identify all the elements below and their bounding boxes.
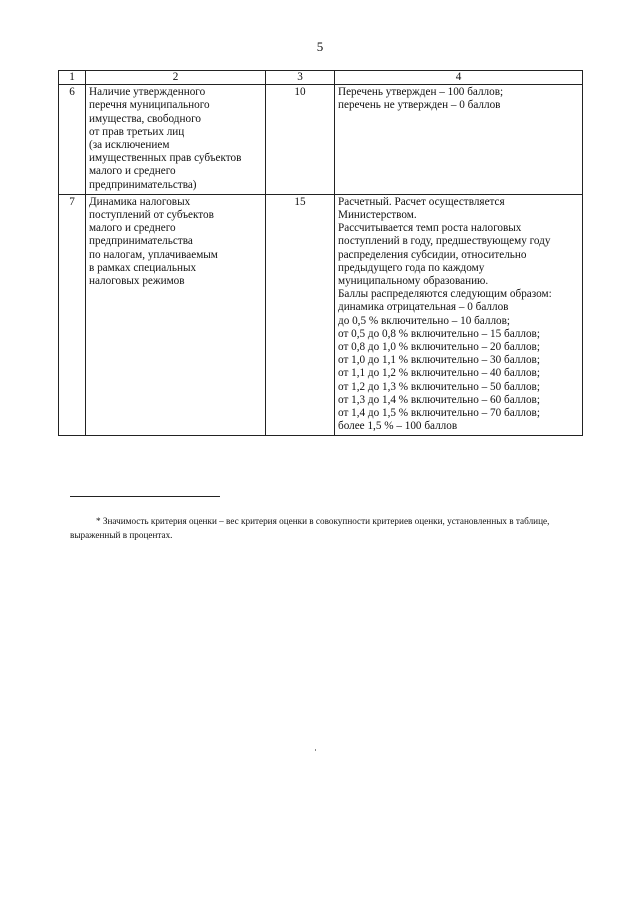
row-number: 7 <box>59 194 86 436</box>
column-header-3: 3 <box>266 71 335 85</box>
criterion-line: предпринимательства) <box>89 178 197 191</box>
footnote: * Значимость критерия оценки – вес критерия оценки в совокупности критериев оценки, установленных в таблице, выраженный в процентах. <box>70 516 550 540</box>
criterion-line: по налогам, уплачиваемым <box>89 248 218 261</box>
table-header-row <box>59 71 583 85</box>
criterion-line: имущественных прав субъектов <box>89 152 242 165</box>
scoring-line: перечень не утвержден – 0 баллов <box>338 99 501 112</box>
scan-speck <box>315 749 316 751</box>
scoring-line: Баллы распределяются следующим образом: <box>338 288 552 301</box>
criterion-line: налоговых режимов <box>89 275 185 288</box>
criterion-line: малого и среднего <box>89 222 176 235</box>
scoring-line: от 1,2 до 1,3 % включительно – 50 баллов; <box>338 380 540 393</box>
criterion-line: перечня муниципального <box>89 99 210 112</box>
scoring-line: Перечень утвержден – 100 баллов; <box>338 86 504 99</box>
scoring-line: от 1,1 до 1,2 % включительно – 40 баллов; <box>338 367 540 380</box>
criterion-line: Наличие утвержденного <box>89 86 206 99</box>
scoring-line: предыдущего года по каждому <box>338 261 485 274</box>
criterion-line: имущества, свободного <box>89 112 201 125</box>
criterion-line: малого и среднего <box>89 165 176 178</box>
scoring-line: муниципальному образованию. <box>338 275 489 288</box>
table-row <box>59 85 583 195</box>
criterion-line: от прав третьих лиц <box>89 125 185 138</box>
points-cell: 10 <box>266 85 335 195</box>
column-header-2: 2 <box>86 71 266 85</box>
scoring-cell <box>335 194 583 436</box>
criterion-cell <box>86 85 266 195</box>
scoring-line: от 1,0 до 1,1 % включительно – 30 баллов; <box>338 354 540 367</box>
column-header-1: 1 <box>59 71 86 85</box>
scoring-line: от 0,5 до 0,8 % включительно – 15 баллов; <box>338 327 540 340</box>
criterion-line: (за исключением <box>89 139 170 152</box>
criterion-line: поступлений от субъектов <box>89 209 214 222</box>
scoring-line: от 1,4 до 1,5 % включительно – 70 баллов; <box>338 407 540 420</box>
scoring-line: распределения субсидии, относительно <box>338 248 527 261</box>
scoring-line: Министерством. <box>338 209 417 222</box>
criteria-table <box>58 70 583 436</box>
scoring-line: более 1,5 % – 100 баллов <box>338 420 458 433</box>
scoring-line: от 0,8 до 1,0 % включительно – 20 баллов; <box>338 341 540 354</box>
points-cell: 15 <box>266 194 335 436</box>
scoring-line: Расчетный. Расчет осуществляется <box>338 195 505 208</box>
scoring-line: динамика отрицательная – 0 баллов <box>338 301 509 314</box>
criterion-line: в рамках специальных <box>89 261 197 274</box>
scoring-line: Рассчитывается темп роста налоговых <box>338 222 522 235</box>
criterion-line: Динамика налоговых <box>89 195 191 208</box>
scoring-line: до 0,5 % включительно – 10 баллов; <box>338 314 511 327</box>
criterion-line: предпринимательства <box>89 235 193 248</box>
criterion-cell <box>86 194 266 436</box>
footnote-separator <box>70 496 220 497</box>
row-number: 6 <box>59 85 86 195</box>
column-header-4: 4 <box>335 71 583 85</box>
scoring-cell <box>335 85 583 195</box>
scoring-line: от 1,3 до 1,4 % включительно – 60 баллов; <box>338 393 540 406</box>
scoring-line: поступлений в году, предшествующему году <box>338 235 551 248</box>
page-number: 5 <box>316 39 324 54</box>
table-row <box>59 194 583 436</box>
